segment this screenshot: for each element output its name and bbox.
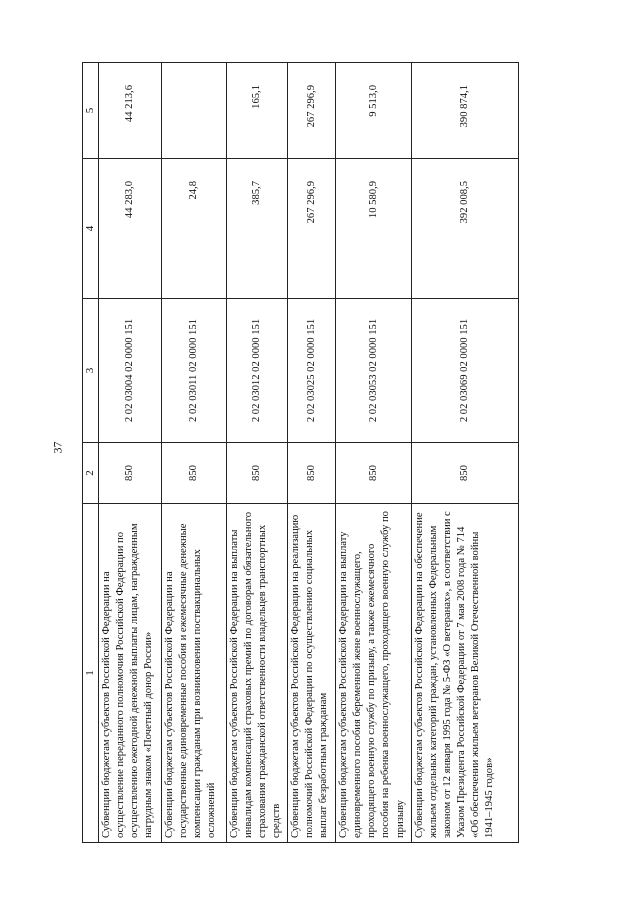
row-code: 850 xyxy=(99,443,162,504)
row-value-1: 44 283,0 xyxy=(99,159,162,299)
header-cell-4: 4 xyxy=(83,159,99,299)
row-kbk: 2 02 03069 02 0000 151 xyxy=(411,299,518,443)
row-code: 850 xyxy=(287,443,335,504)
row-kbk: 2 02 03004 02 0000 151 xyxy=(99,299,162,443)
row-value-1: 267 296,9 xyxy=(287,159,335,299)
row-value-1: 385,7 xyxy=(226,159,287,299)
row-value-2: 44 213,6 xyxy=(99,63,162,159)
row-value-2: 165,1 xyxy=(226,63,287,159)
row-code: 850 xyxy=(161,443,226,504)
row-code: 850 xyxy=(336,443,412,504)
budget-table xyxy=(82,62,519,843)
rotated-page-content xyxy=(82,63,519,843)
row-value-1: 392 008,5 xyxy=(411,159,518,299)
row-value-1: 10 580,9 xyxy=(336,159,412,299)
table-row xyxy=(161,63,226,843)
header-cell-5: 5 xyxy=(83,63,99,159)
row-kbk: 2 02 03011 02 0000 151 xyxy=(161,299,226,443)
row-name: Субвенции бюджетам субъектов Российской Федерации на выплаты инвалидам компенсаций страховых премий по договорам обязательного страхования гражданской ответственности владельцев транспортных средств xyxy=(226,504,287,843)
row-name: Субвенции бюджетам субъектов Российской Федерации на государственные единовременные пособия и ежемесячные денежные компенсации гражданам при возникновении поствакцинальных осложнений xyxy=(161,504,226,843)
row-code: 850 xyxy=(226,443,287,504)
row-value-2: 390 874,1 xyxy=(411,63,518,159)
table-row xyxy=(99,63,162,843)
row-name: Субвенции бюджетам субъектов Российской Федерации на выплату единовременного пособия беременной жене военнослужащего, проходящего военную службу по призыву, а также ежемесячного пособия на ребенка военнослужащего, проходящего военную службу по призыву xyxy=(336,504,412,843)
row-value-2: 9 513,0 xyxy=(336,63,412,159)
row-kbk: 2 02 03012 02 0000 151 xyxy=(226,299,287,443)
header-cell-1: 1 xyxy=(83,504,99,843)
row-name: Субвенции бюджетам субъектов Российской Федерации на обеспечение жильем отдельных категорий граждан, установленных Федеральным законом от 12 января 1995 года № 5-ФЗ «О ветеранах», в соответствии с Указом Президента Российской Федерации от 7 мая 2008 года № 714 «Об обеспечении жильем ветеранов Великой Отечественной войны 1941–1945 годов» xyxy=(411,504,518,843)
row-value-2: 267 296,9 xyxy=(287,63,335,159)
row-code: 850 xyxy=(411,443,518,504)
page-number: 37 xyxy=(50,441,65,454)
table-row xyxy=(226,63,287,843)
row-name: Субвенции бюджетам субъектов Российской Федерации на реализацию полномочий Российской Федерации по осуществлению социальных выплат безработным гражданам xyxy=(287,504,335,843)
row-value-1: 24,8 xyxy=(161,159,226,299)
header-cell-2: 2 xyxy=(83,443,99,504)
row-name: Субвенции бюджетам субъектов Российской Федерации на осуществление переданного полномочия Российской Федерации по осуществлению ежегодной денежной выплаты лицам, награжденным нагрудным знаком «Почетный донор России» xyxy=(99,504,162,843)
row-kbk: 2 02 03053 02 0000 151 xyxy=(336,299,412,443)
table-row xyxy=(336,63,412,843)
row-value-2 xyxy=(161,63,226,159)
table-row xyxy=(287,63,335,843)
table-header-row xyxy=(83,63,99,843)
header-cell-3: 3 xyxy=(83,299,99,443)
row-kbk: 2 02 03025 02 0000 151 xyxy=(287,299,335,443)
table-row xyxy=(411,63,518,843)
